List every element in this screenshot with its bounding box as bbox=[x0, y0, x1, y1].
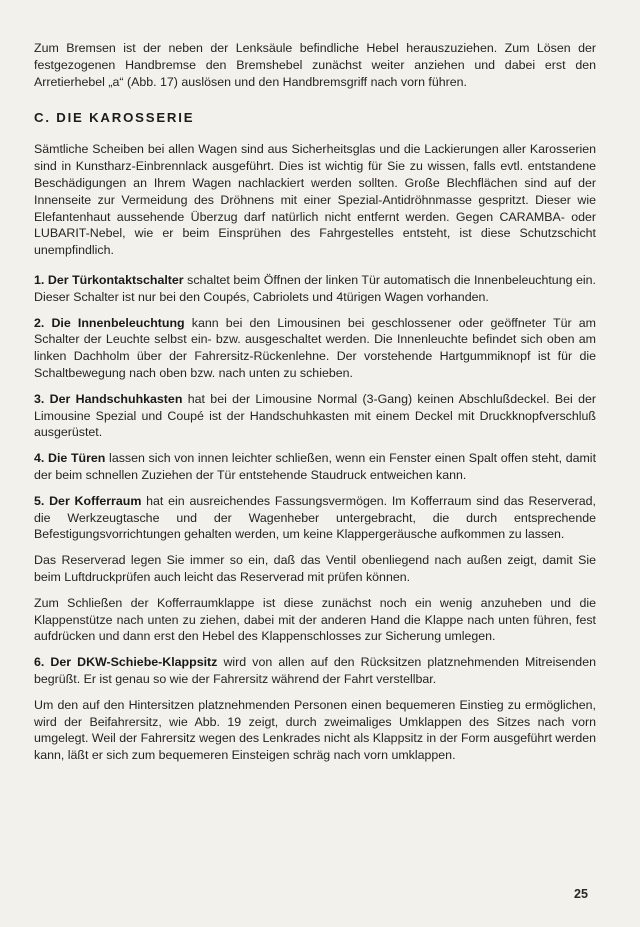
item-text: lassen sich von innen leichter schließen, wenn ein Fenster einen Spalt offen steht, damit der beim schnellen Zuziehen der Tür entstehende Staudruck entweichen kann. bbox=[34, 451, 597, 482]
item-heading: 6. Der DKW-Schiebe-Klappsitz bbox=[34, 655, 218, 670]
section-intro-paragraph: Sämtliche Scheiben bei allen Wagen sind aus Sicherheitsglas und die Lackierungen aller Karosserien sind in Kunstharz-Einbrennlack ausgeführt. Dies ist wichtig für Sie zu wissen, falls evtl. entstandene Beschädigungen an Ihrem Wagen nachlackiert werden sollten. Große Blechflächen sind auf der Innenseite zur Vermeidung des Dröhnens mit einer Spezial-Antidröhnmasse gespritzt. Dieser wie Elefantenhaut aussehende Überzug darf natürlich nicht entfernt werden. Gegen CARAMBA- oder LUBARIT-Nebel, wie er beim Einsprühen des Fahrgestelles entsteht, ist diese Schutzschicht unempfindlich. bbox=[34, 142, 596, 258]
item-text: hat ein ausreichendes Fassungsvermögen. Im Kofferraum sind das Reserverad, die Werkzeugtasche und der Wagenheber untergebracht, die durch entsprechende Befestigungsvorrichtungen gehalten werden, um keine Klappergeräusche aufkommen zu lassen. bbox=[34, 493, 596, 542]
item-text: hat bei der Limousine Normal (3-Gang) keinen Abschlußdeckel. Bei der Limousine Spezial und Coupé ist der Handschuhkasten mit einem Deckel mit Druckknopfverschluß ausgerüstet. bbox=[34, 391, 597, 440]
item-text: kann bei den Limousinen bei geschlossener oder geöffneter Tür am Schalter der Leuchte selbst ein- bzw. ausgeschaltet werden. Die Innenleuchte befindet sich oben am linken Dachholm über der Fahrersitz-Rückenlehne. Der vorstehende Hartgummiknopf ist für die Schaltbewegung nach oben bzw. nach unten zu schieben. bbox=[34, 315, 596, 380]
kofferraum-paragraph-2: Das Reserverad legen Sie immer so ein, daß das Ventil obenliegend nach außen zeigt, damit Sie beim Luftdruckprüfen auch leicht das Reserverad mit prüfen können. bbox=[34, 553, 596, 584]
item-tueren bbox=[34, 450, 596, 484]
section-heading: C. DIE KAROSSERIE bbox=[34, 110, 195, 126]
intro-paragraph: Zum Bremsen ist der neben der Lenksäule befindliche Hebel herauszuziehen. Zum Lösen der festgezogenen Handbremse den Bremshebel zunächst weiter anziehen und dabei erst den Arretierhebel „a“ (Abb. 17) auslösen und den Handbremsgriff nach vorn führen. bbox=[34, 41, 596, 89]
item-handschuhkasten bbox=[34, 391, 596, 441]
page-content bbox=[34, 40, 596, 773]
item-heading: 4. Die Türen bbox=[34, 451, 106, 466]
item-text: wird von allen auf den Rücksitzen platznehmenden Mitreisenden begrüßt. Er ist genau so wie der Fahrersitz während der Fahrt verstellbar. bbox=[34, 655, 596, 686]
item-kofferraum bbox=[34, 493, 596, 543]
item-heading: 3. Der Handschuhkasten bbox=[34, 391, 183, 406]
item-text: schaltet beim Öffnen der linken Tür automatisch die Innenbeleuchtung ein. Dieser Schalter ist nur bei den Coupés, Cabriolets und 4türigen Wagen vorhanden. bbox=[34, 272, 596, 304]
item-heading: 2. Die Innenbeleuchtung bbox=[34, 315, 185, 330]
item-tuerkontaktschalter bbox=[34, 272, 596, 306]
item-innenbeleuchtung bbox=[34, 315, 596, 382]
item-heading: 1. Der Türkontaktschalter bbox=[34, 272, 184, 287]
page-number: 25 bbox=[574, 887, 588, 901]
closing-paragraph: Um den auf den Hintersitzen platznehmenden Personen einen bequemeren Einstieg zu ermöglichen, wird der Beifahrersitz, wie Abb. 19 zeigt, durch zweimaliges Umklappen des Sitzes nach vorn umgelegt. Weil der Fahrersitz wegen des Lenkrades nicht als Klappsitz in der Form ausgeführt werden kann, läßt er sich zum bequemeren Einsteigen schräg nach vorn umklappen. bbox=[34, 697, 596, 763]
kofferraum-paragraph-3: Zum Schließen der Kofferraumklappe ist diese zunächst noch ein wenig anzuheben und die Klappenstütze nach unten zu ziehen, dabei mit der anderen Hand die Klappe nach unten führen, fest aufdrücken und dann erst den Hebel des Klappenschlosses zur Sicherung umlegen. bbox=[34, 595, 596, 644]
item-heading: 5. Der Kofferraum bbox=[34, 493, 142, 508]
item-klappsitz bbox=[34, 654, 596, 688]
